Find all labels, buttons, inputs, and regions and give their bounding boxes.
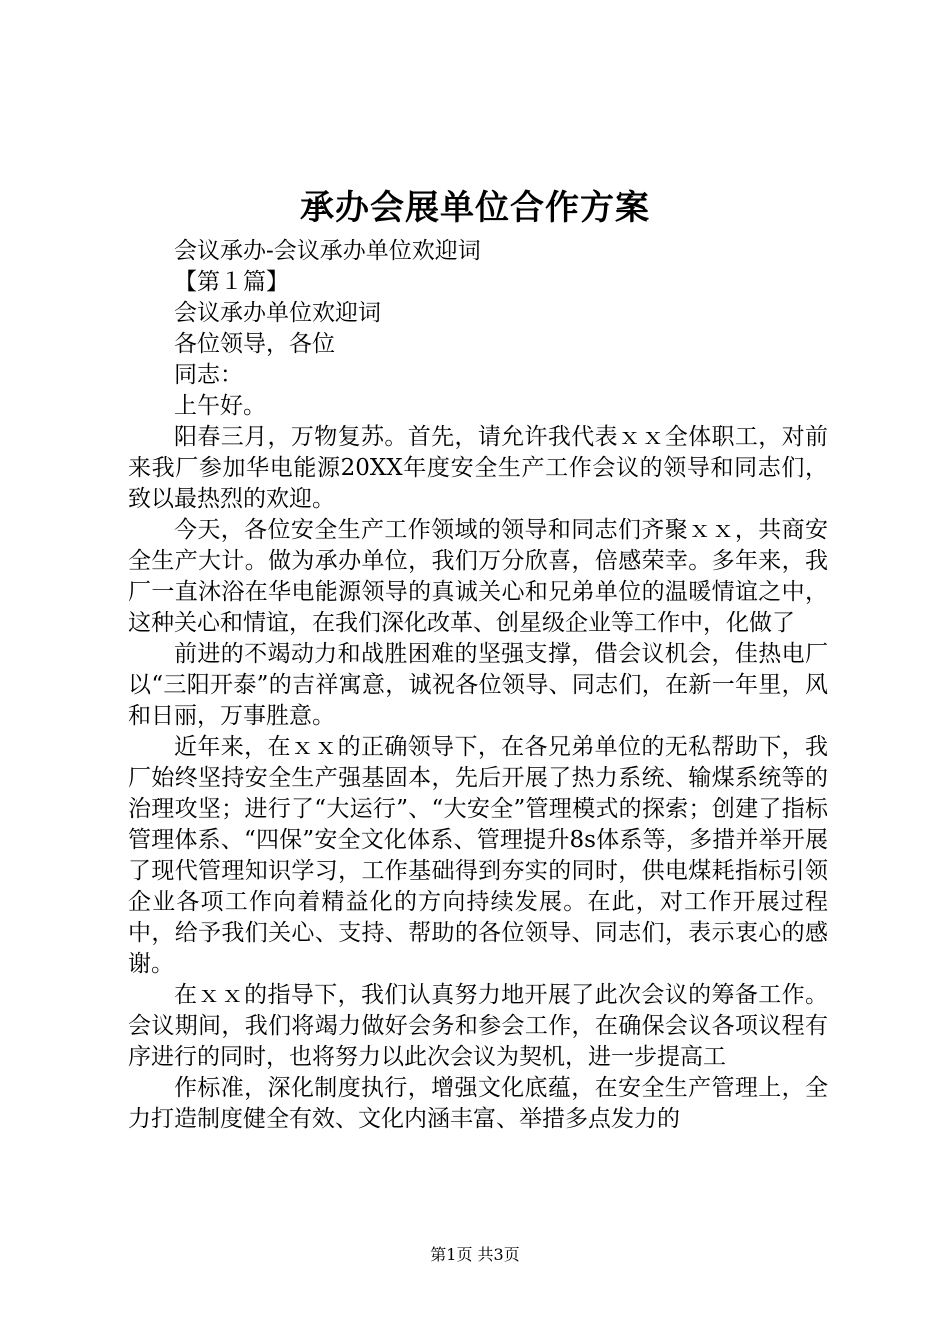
paragraph: 【第１篇】 bbox=[174, 269, 289, 295]
paragraph: 上午好。 bbox=[174, 393, 266, 419]
document-body bbox=[128, 236, 828, 1135]
paragraph: 作标准，深化制度执行，增强文化底蕴，在安全生产管理上，全力打造制度健全有效、文化内涵丰富、举措多点发力的 bbox=[128, 1075, 828, 1132]
paragraph: 各位领导，各位 bbox=[174, 331, 335, 357]
page-footer: 第1页 共3页 bbox=[430, 1245, 520, 1264]
document-title: 承办会展单位合作方案 bbox=[300, 188, 650, 228]
paragraph: 会议承办单位欢迎词 bbox=[174, 300, 381, 326]
paragraph: 会议承办-会议承办单位欢迎词 bbox=[174, 238, 481, 264]
paragraph: 同志： bbox=[174, 362, 243, 388]
paragraph: 近年来，在ｘｘ的正确领导下，在各兄弟单位的无私帮助下，我厂始终坚持安全生产强基固本，先后开展了热力系统、输煤系统等的治理攻坚；进行了“大运行”、“大安全”管理模式的探索；创建了指标管理体系、“四保”安全文化体系、管理提升8s体系等，多措并举开展了现代管理知识学习，工作基础得到夯实的同时，供电煤耗指标引领企业各项工作向着精益化的方向持续发展。在此，对工作开展过程中，给予我们关心、支持、帮助的各位领导、同志们，表示衷心的感谢。 bbox=[128, 734, 828, 977]
paragraph: 今天，各位安全生产工作领域的领导和同志们齐聚ｘｘ，共商安全生产大计。做为承办单位，我们万分欣喜，倍感荣幸。多年来，我厂一直沐浴在华电能源领导的真诚关心和兄弟单位的温暖情谊之中，这种关心和情谊，在我们深化改革、创星级企业等工作中，化做了 bbox=[128, 517, 828, 636]
paragraph: 前进的不竭动力和战胜困难的坚强支撑，借会议机会，佳热电厂以“三阳开泰”的吉祥寓意，诚祝各位领导、同志们，在新一年里，风和日丽，万事胜意。 bbox=[128, 641, 828, 729]
paragraph: 在ｘｘ的指导下，我们认真努力地开展了此次会议的筹备工作。会议期间，我们将竭力做好会务和参会工作，在确保会议各项议程有序进行的同时，也将努力以此次会议为契机，进一步提高工 bbox=[128, 982, 828, 1070]
paragraph: 阳春三月，万物复苏。首先，请允许我代表ｘｘ全体职工，对前来我厂参加华电能源20XX年度安全生产工作会议的领导和同志们，致以最热烈的欢迎。 bbox=[128, 424, 828, 512]
